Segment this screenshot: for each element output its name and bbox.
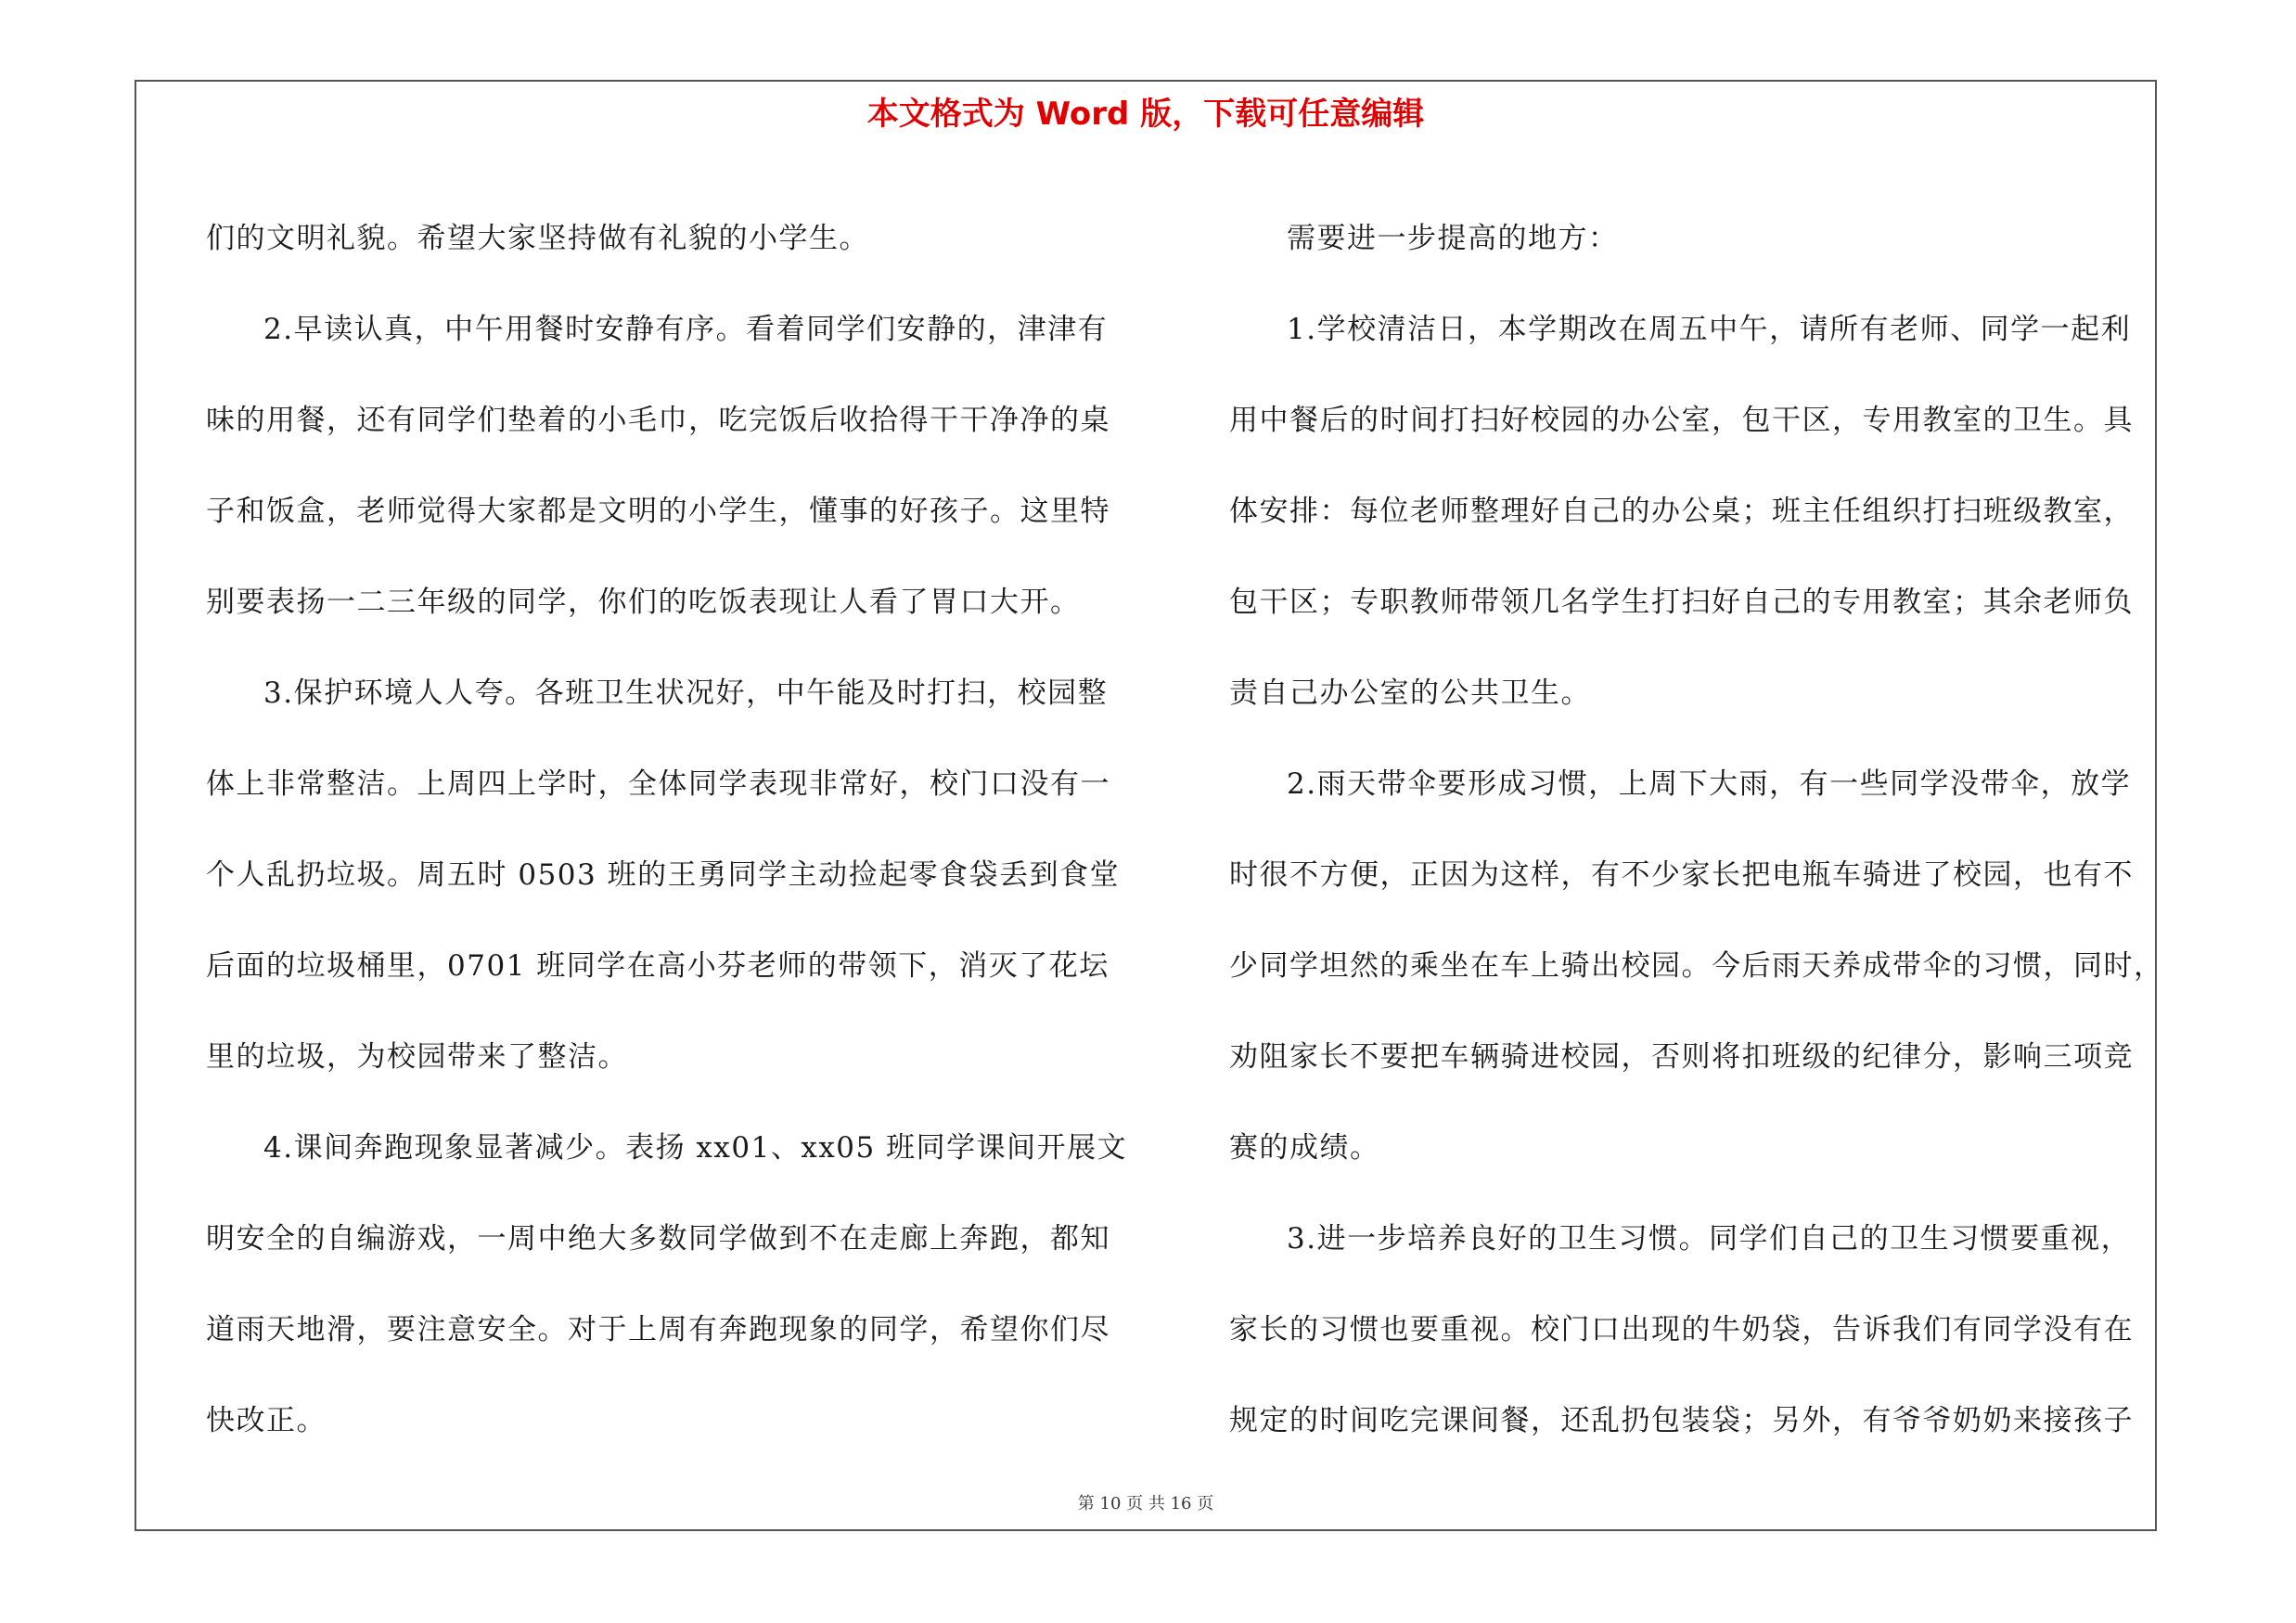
left-column	[206, 193, 1128, 1466]
paragraph-line: 快改正。	[206, 1404, 327, 1437]
paragraph-line: 们的文明礼貌。希望大家坚持做有礼貌的小学生。	[206, 222, 869, 255]
page-number-footer: 第 10 页 共 16 页	[1077, 1494, 1214, 1514]
paragraph-line: 2.雨天带伞要形成习惯，上周下大雨，有一些同学没带伞，放学	[1287, 767, 2132, 801]
paragraph-line: 规定的时间吃完课间餐，还乱扔包装袋；另外，有爷爷奶奶来接孩子	[1229, 1404, 2134, 1437]
right-column	[1229, 193, 2164, 1466]
paragraph-line: 子和饭盒，老师觉得大家都是文明的小学生，懂事的好孩子。这里特	[206, 495, 1110, 528]
paragraph-line: 个人乱扔垃圾。周五时 0503 班的王勇同学主动捡起零食袋丢到食堂	[206, 858, 1121, 892]
paragraph-line: 家长的习惯也要重视。校门口出现的牛奶袋，告诉我们有同学没有在	[1229, 1313, 2134, 1346]
paragraph-line: 用中餐后的时间打扫好校园的办公室，包干区，专用教室的卫生。具	[1229, 404, 2134, 437]
paragraph-line: 里的垃圾，为校园带来了整洁。	[206, 1040, 628, 1074]
paragraph-line: 明安全的自编游戏，一周中绝大多数同学做到不在走廊上奔跑，都知	[206, 1222, 1110, 1256]
paragraph-line: 后面的垃圾桶里，0701 班同学在高小芬老师的带领下，消灭了花坛	[206, 949, 1110, 983]
paragraph-line: 劝阻家长不要把车辆骑进校园，否则将扣班级的纪律分，影响三项竞	[1229, 1040, 2134, 1074]
paragraph-line: 4.课间奔跑现象显著减少。表扬 xx01、xx05 班同学课间开展文	[263, 1131, 1128, 1165]
format-notice-banner: 本文格式为 Word 版，下载可任意编辑	[866, 96, 1425, 133]
paragraph-line: 责自己办公室的公共卫生。	[1229, 676, 1591, 710]
paragraph-line: 体上非常整洁。上周四上学时，全体同学表现非常好，校门口没有一	[206, 767, 1110, 801]
paragraph-line: 2.早读认真，中午用餐时安静有序。看着同学们安静的，津津有	[263, 313, 1109, 346]
paragraph-line: 包干区；专职教师带领几名学生打扫好自己的专用教室；其余老师负	[1229, 586, 2134, 619]
paragraph-line: 少同学坦然的乘坐在车上骑出校园。今后雨天养成带伞的习惯，同时，	[1229, 949, 2164, 983]
paragraph-line: 时很不方便，正因为这样，有不少家长把电瓶车骑进了校园，也有不	[1229, 858, 2134, 892]
paragraph-line: 1.学校清洁日，本学期改在周五中午，请所有老师、同学一起利	[1287, 313, 2132, 346]
paragraph-line: 味的用餐，还有同学们垫着的小毛巾，吃完饭后收拾得干干净净的桌	[206, 404, 1110, 437]
paragraph-line: 别要表扬一二三年级的同学，你们的吃饭表现让人看了胃口大开。	[206, 586, 1081, 619]
paragraph-line: 3.保护环境人人夸。各班卫生状况好，中午能及时打扫，校园整	[263, 676, 1109, 710]
section-heading: 需要进一步提高的地方：	[1287, 222, 1619, 255]
paragraph-line: 道雨天地滑，要注意安全。对于上周有奔跑现象的同学，希望你们尽	[206, 1313, 1110, 1346]
page-frame	[135, 80, 2164, 1531]
paragraph-line: 体安排：每位老师整理好自己的办公桌；班主任组织打扫班级教室，	[1229, 495, 2134, 528]
paragraph-line: 赛的成绩。	[1229, 1131, 1380, 1165]
paragraph-line: 3.进一步培养良好的卫生习惯。同学们自己的卫生习惯要重视，	[1287, 1222, 2132, 1256]
